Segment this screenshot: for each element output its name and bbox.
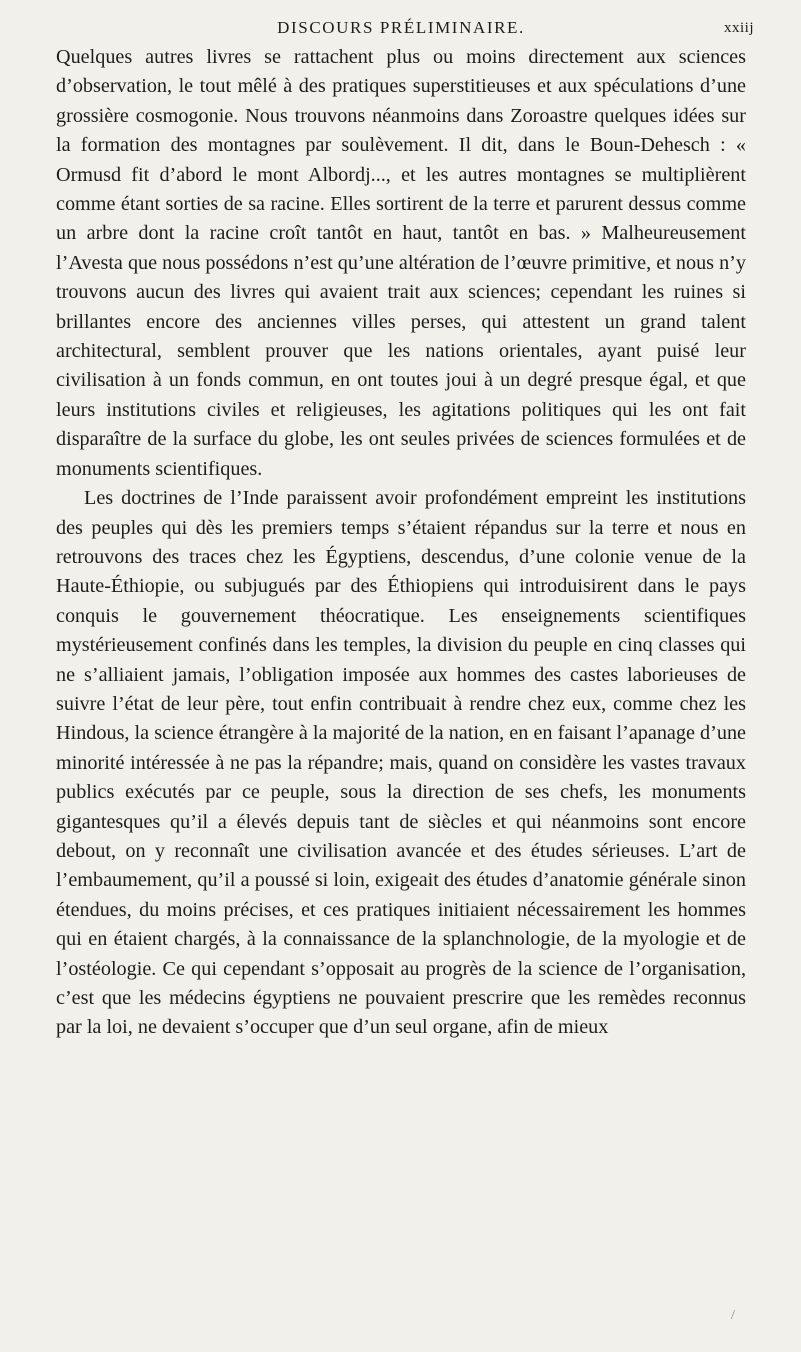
page-number: xxiij	[723, 20, 754, 36]
running-title: DISCOURS PRÉLIMINAIRE.	[277, 18, 525, 37]
paragraph-1: Quelques autres livres se rattachent plus ou moins directement aux sciences d’observation, le tout mêlé à des pratiques superstitieuses et aux spéculations d’une grossière cosmogonie. Nous trouvons néanmoins dans Zoroastre quelques idées sur la formation des montagnes par soulèvement. Il dit, dans le Boun-Dehesch : « Ormusd fit d’abord le mont Albordj..., et les autres montagnes se multiplièrent comme étant sorties de sa racine. Elles sortirent de la terre et parurent dessus comme un arbre dont la racine croît tantôt en haut, tantôt en bas. » Malheureusement l’Avesta que nous possédons n’est qu’une altération de l’œuvre primitive, et nous n’y trouvons aucun des livres qui avaient trait aux sciences; cependant les ruines si brillantes encore des anciennes villes perses, qui attestent un grand talent architectural, semblent prouver que les nations orientales, ayant puisé leur civilisation à un fonds commun, en ont toutes joui à un degré presque égal, et que leurs institutions civiles et religieuses, les agitations politiques qui les ont fait disparaître de la surface du globe, les ont seules privées de sciences formulées et de monuments scientifiques.	[56, 46, 746, 480]
body-text	[56, 43, 746, 1043]
page-header	[56, 14, 754, 42]
paragraph-2: Les doctrines de l’Inde paraissent avoir profondément empreint les institutions des peuples qui dès les premiers temps s’étaient répandus sur la terre et nous en retrouvons des traces chez les Égyptiens, descendus, d’une colonie venue de la Haute-Éthiopie, ou subjugués par des Éthiopiens qui introduisirent dans le pays conquis le gouvernement théocratique. Les enseignements scientifiques mystérieusement confinés dans les temples, la division du peuple en cinq classes qui ne s’alliaient jamais, l’obligation imposée aux hommes des castes laborieuses de suivre l’état de leur père, tout enfin contribuait à rendre chez eux, comme chez les Hindous, la science étrangère à la majorité de la nation, en en faisant l’apanage d’une minorité intéressée à ne pas la répandre; mais, quand on considère les vastes travaux publics exécutés par ce peuple, sous la direction de ses chefs, les monuments gigantesques qu’il a élevés depuis tant de siècles et qui néanmoins sont encore debout, on y reconnaît une civilisation avancée et des études sérieuses. L’art de l’embaumement, qu’il a poussé si loin, exigeait des études d’anatomie générale sinon étendues, du moins précises, et ces pratiques initiaient nécessairement les hommes qui en étaient chargés, à la connaissance de la splanchnologie, de la myologie et de l’ostéologie. Ce qui cependant s’opposait au progrès de la science de l’organisation, c’est que les médecins égyptiens ne pouvaient prescrire que les remèdes reconnus par la loi, ne devaient s’occuper que d’un seul organe, afin de mieux	[56, 487, 746, 1039]
margin-mark: /	[731, 1308, 735, 1323]
